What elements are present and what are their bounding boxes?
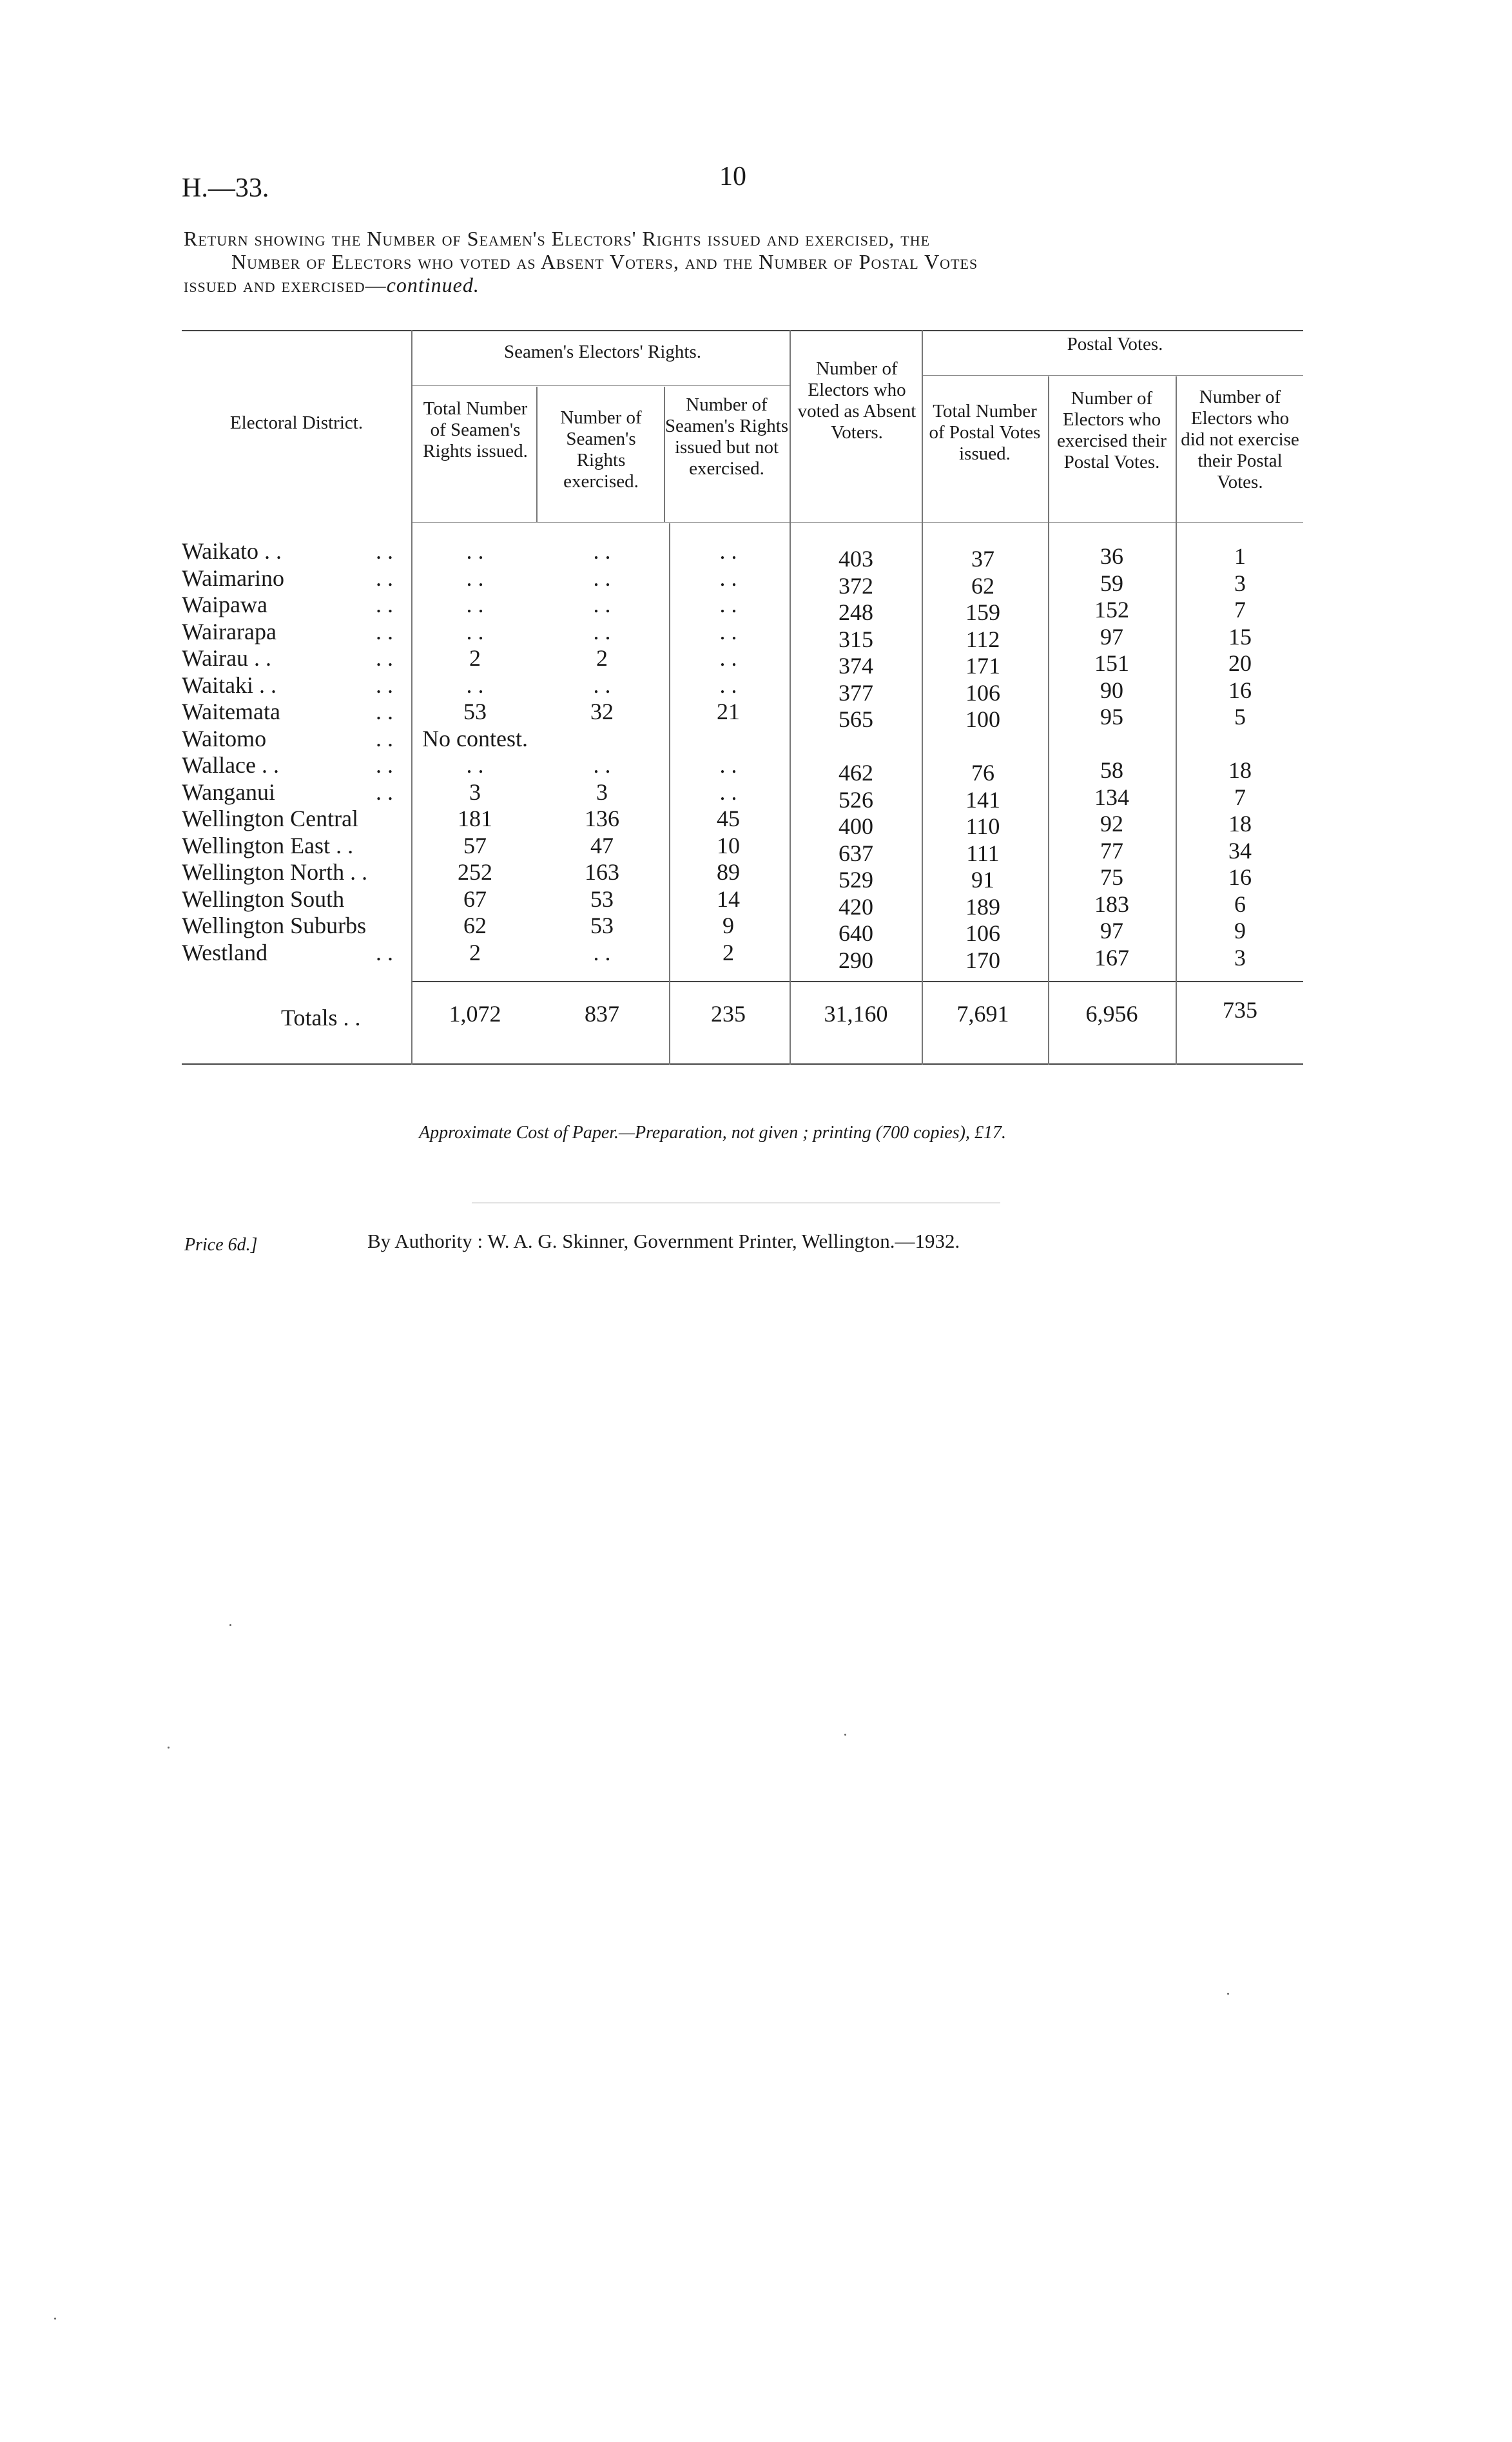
header-postal-exercised: Number of Electors who exercised their Postal Votes. <box>1057 388 1167 472</box>
cell-issued: 67 <box>463 886 487 912</box>
cell-postal-total: 106 <box>965 679 1000 706</box>
cell-postal-total: 91 <box>971 867 994 893</box>
district-name: Wellington South <box>182 886 345 912</box>
district-name: Waitomo <box>182 725 267 751</box>
price-note: Price 6d.] <box>184 1235 258 1255</box>
cell-postal-total: 112 <box>965 626 1000 652</box>
cell-absent: 565 <box>838 706 873 732</box>
table-top-rule <box>182 330 1303 331</box>
cell-postal-exercised: 134 <box>1094 784 1129 810</box>
cell-exercised: 53 <box>590 913 614 938</box>
cell-postal-not: 5 <box>1234 704 1246 730</box>
cell-postal-not: 20 <box>1228 650 1252 676</box>
total-postal-exercised: 6,956 <box>1085 1001 1138 1027</box>
column-divider <box>790 330 791 1065</box>
district-name: Wellington East . . <box>182 832 354 858</box>
leader-dots: . . <box>376 939 393 965</box>
header-postal-total: Total Number of Postal Votes issued. <box>929 401 1041 464</box>
cell-absent: 290 <box>838 947 873 973</box>
cell-absent: 462 <box>838 760 873 786</box>
cell-not-exercised: 14 <box>717 886 740 912</box>
cell-absent: 315 <box>838 626 873 652</box>
cell-absent: 420 <box>838 893 873 920</box>
cell-exercised: . . <box>593 939 611 965</box>
header-not-exercised: Number of Seamen's Rights issued but not exercised. <box>664 394 789 479</box>
cell-exercised: . . <box>593 565 611 591</box>
title-continued: continued. <box>386 273 480 296</box>
district-name: Wellington North . . <box>182 859 368 885</box>
cell-issued: 181 <box>458 806 492 831</box>
cell-issued: . . <box>466 565 484 591</box>
total-postal-not: 735 <box>1223 997 1257 1023</box>
title-line-1: Return showing the Number of Seamen's Electors' Rights issued and exercised, the <box>184 227 931 250</box>
cell-postal-not: 9 <box>1234 918 1246 944</box>
cell-absent: 637 <box>838 840 873 866</box>
cell-not-exercised: . . <box>719 779 737 805</box>
cell-postal-not: 7 <box>1234 784 1246 810</box>
cell-postal-total: 76 <box>971 760 994 786</box>
cell-postal-exercised: 167 <box>1094 944 1129 971</box>
cell-postal-exercised: 97 <box>1100 623 1123 650</box>
header-exercised: Number of Seamen's Rights exercised. <box>560 407 642 492</box>
cell-postal-not: 15 <box>1228 623 1252 650</box>
cell-postal-total: 111 <box>966 840 1000 866</box>
totals-top-rule <box>412 981 1303 982</box>
cell-postal-exercised: 92 <box>1100 811 1123 837</box>
district-name: Waitaki . . <box>182 672 277 698</box>
cell-issued: 252 <box>458 859 492 885</box>
cell-not-exercised: 21 <box>717 699 740 724</box>
cell-postal-not: 16 <box>1228 677 1252 703</box>
title-line-2: Number of Electors who voted as Absent Voters, and the Number of Postal Votes <box>231 250 978 273</box>
cell-postal-not: 3 <box>1234 944 1246 971</box>
cell-exercised: . . <box>593 752 611 778</box>
cell-exercised: . . <box>593 618 611 644</box>
cell-issued: . . <box>466 592 484 617</box>
table-bottom-rule <box>182 1063 1303 1065</box>
cell-exercised: 32 <box>590 699 614 724</box>
scan-speck <box>1227 1993 1229 1995</box>
cell-postal-not: 3 <box>1234 570 1246 596</box>
district-name: Wairau . . <box>182 645 272 671</box>
totals-label: Totals . . <box>281 1005 361 1031</box>
cell-issued: 53 <box>463 699 487 724</box>
cell-not-exercised: . . <box>719 645 737 671</box>
cell-postal-total: 110 <box>965 813 1000 839</box>
district-name: Wanganui <box>182 779 276 805</box>
cell-issued: 2 <box>469 939 481 965</box>
cell-postal-exercised: 152 <box>1094 597 1129 623</box>
header-bottom-rule <box>412 522 1303 523</box>
cell-not-exercised: 10 <box>717 832 740 858</box>
cell-exercised: 3 <box>596 779 608 805</box>
total-issued: 1,072 <box>449 1001 501 1027</box>
cell-issued: . . <box>466 752 484 778</box>
cell-absent: 374 <box>838 653 873 679</box>
leader-dots: . . <box>376 725 393 751</box>
cell-postal-not: 7 <box>1234 597 1246 623</box>
cell-exercised: 47 <box>590 832 614 858</box>
district-name: Wairarapa <box>182 618 276 644</box>
cell-not-exercised: . . <box>719 618 737 644</box>
total-postal-total: 7,691 <box>956 1001 1009 1027</box>
district-name: Wellington Suburbs <box>182 913 367 938</box>
cell-exercised: 136 <box>585 806 619 831</box>
cell-exercised: 53 <box>590 886 614 912</box>
seamen-group-rule <box>412 385 790 386</box>
cell-exercised: 163 <box>585 859 619 885</box>
cell-issued: 2 <box>469 645 481 671</box>
cell-postal-not: 18 <box>1228 811 1252 837</box>
cell-postal-total: 189 <box>965 893 1000 920</box>
cell-postal-exercised: 59 <box>1100 570 1123 596</box>
cell-exercised: . . <box>593 672 611 698</box>
header-postal-not: Number of Electors who did not exercise their Postal Votes. <box>1181 387 1299 492</box>
header-electoral-district: Electoral District. <box>229 412 363 433</box>
total-not-exercised: 235 <box>711 1001 746 1027</box>
cell-postal-exercised: 183 <box>1094 891 1129 917</box>
leader-dots: . . <box>376 752 393 778</box>
title-line-3-text: issued and exercised— <box>184 273 387 296</box>
printer-authority: By Authority : W. A. G. Skinner, Government Printer, Wellington.—1932. <box>367 1230 960 1252</box>
leader-dots: . . <box>376 645 393 671</box>
cell-exercised: . . <box>593 592 611 617</box>
district-name: Westland <box>182 939 268 965</box>
cell-absent: 248 <box>838 599 873 625</box>
leader-dots: . . <box>376 672 393 698</box>
cell-not-exercised: . . <box>719 672 737 698</box>
cell-not-exercised: 2 <box>722 939 734 965</box>
cell-absent: 529 <box>838 867 873 893</box>
cell-postal-total: 141 <box>965 786 1000 813</box>
leader-dots: . . <box>376 779 393 805</box>
column-divider <box>536 387 538 522</box>
cell-postal-exercised: 90 <box>1100 677 1123 703</box>
cell-postal-exercised: 97 <box>1100 918 1123 944</box>
scan-speck <box>229 1624 231 1626</box>
cell-exercised: 2 <box>596 645 608 671</box>
leader-dots: . . <box>376 565 393 591</box>
cell-postal-total: 100 <box>965 706 1000 732</box>
cell-absent: 400 <box>838 813 873 839</box>
district-name: Waikato . . <box>182 538 282 564</box>
leader-dots: . . <box>376 699 393 724</box>
cell-postal-exercised: 75 <box>1100 864 1123 890</box>
scan-speck <box>844 1734 846 1736</box>
page-number: 10 <box>719 162 746 191</box>
cell-absent: 640 <box>838 920 873 946</box>
total-absent: 31,160 <box>824 1001 888 1027</box>
cell-not-exercised: . . <box>719 565 737 591</box>
cell-postal-not: 18 <box>1228 757 1252 783</box>
title-line-3 <box>184 273 1308 296</box>
cell-postal-exercised: 58 <box>1100 757 1123 783</box>
cell-postal-not: 6 <box>1234 891 1246 917</box>
page-reference: H.—33. <box>182 173 269 203</box>
column-divider <box>1048 376 1049 1065</box>
cell-issued: 57 <box>463 832 487 858</box>
cell-issued: 62 <box>463 913 487 938</box>
cell-postal-total: 106 <box>965 920 1000 946</box>
column-divider <box>411 330 412 1065</box>
total-exercised: 837 <box>585 1001 619 1027</box>
table-title <box>184 227 1308 296</box>
cell-issued: 3 <box>469 779 481 805</box>
cell-absent: 526 <box>838 786 873 813</box>
district-name: Waipawa <box>182 592 268 617</box>
district-name: Waitemata <box>182 699 281 724</box>
cell-issued: . . <box>466 618 484 644</box>
cell-postal-exercised: 95 <box>1100 704 1123 730</box>
cell-postal-exercised: 77 <box>1100 837 1123 864</box>
cell-absent: 372 <box>838 572 873 599</box>
cell-issued: . . <box>466 538 484 564</box>
cell-postal-total: 170 <box>965 947 1000 973</box>
leader-dots: . . <box>376 592 393 617</box>
header-total-issued: Total Number of Seamen's Rights issued. <box>423 398 528 461</box>
district-name: Waimarino <box>182 565 285 591</box>
cell-postal-total: 171 <box>965 653 1000 679</box>
scan-speck <box>54 2318 56 2320</box>
header-postal-group: Postal Votes. <box>1067 334 1163 354</box>
cell-postal-exercised: 151 <box>1094 650 1129 676</box>
postal-group-rule <box>923 375 1303 376</box>
header-absent-voters: Number of Electors who voted as Absent Voters. <box>797 358 916 443</box>
cell-not-exercised: 89 <box>717 859 740 885</box>
cell-not-exercised: 9 <box>722 913 734 938</box>
cell-postal-not: 1 <box>1234 543 1246 569</box>
cell-not-exercised: . . <box>719 538 737 564</box>
cell-postal-total: 37 <box>971 546 994 572</box>
cell-exercised: . . <box>593 538 611 564</box>
district-name: Wallace . . <box>182 752 280 778</box>
scan-speck <box>168 1747 170 1749</box>
cell-not-exercised: . . <box>719 752 737 778</box>
cell-postal-total: 62 <box>971 572 994 599</box>
cell-issued: No contest. <box>422 725 528 751</box>
cost-note: Approximate Cost of Paper.—Preparation, not given ; printing (700 copies), £17. <box>419 1123 1006 1143</box>
cell-not-exercised: 45 <box>717 806 740 831</box>
cell-not-exercised: . . <box>719 592 737 617</box>
district-name: Wellington Central <box>182 806 359 831</box>
cell-issued: . . <box>466 672 484 698</box>
header-seamens-group: Seamen's Electors' Rights. <box>503 342 702 362</box>
cell-postal-not: 16 <box>1228 864 1252 890</box>
leader-dots: . . <box>376 538 393 564</box>
cell-absent: 403 <box>838 546 873 572</box>
cell-postal-not: 34 <box>1228 837 1252 864</box>
cell-postal-total: 159 <box>965 599 1000 625</box>
leader-dots: . . <box>376 618 393 644</box>
cell-absent: 377 <box>838 679 873 706</box>
cell-postal-exercised: 36 <box>1100 543 1123 569</box>
